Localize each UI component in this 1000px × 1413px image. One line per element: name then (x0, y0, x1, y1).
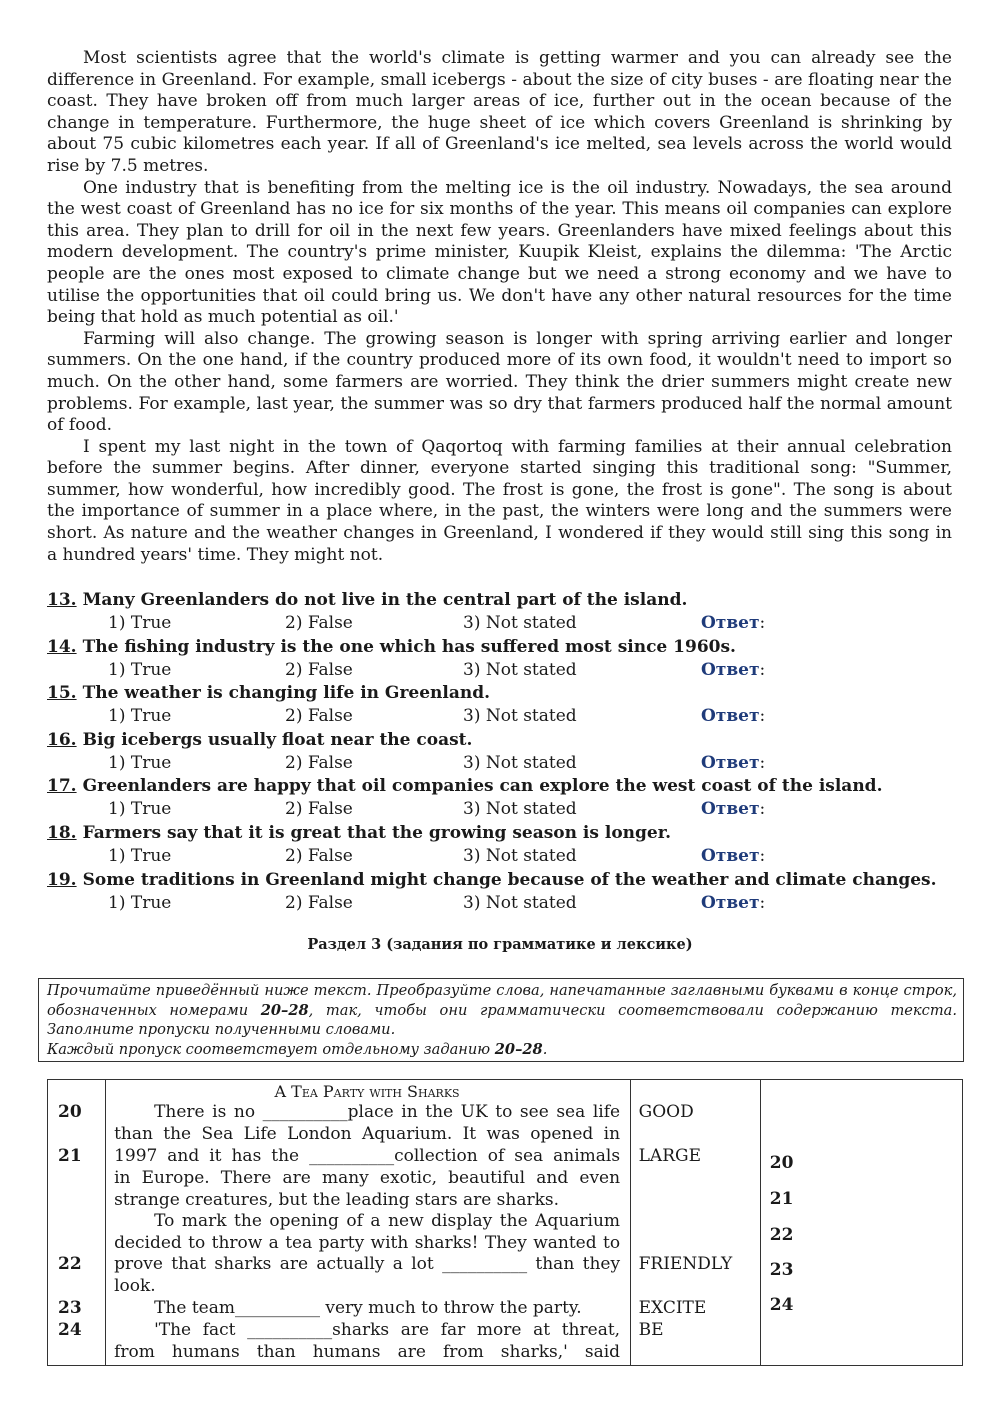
answer-field[interactable] (701, 705, 765, 728)
passage-paragraph: I spent my last night in the town of Qaqortoq with farming families at their annual celebration before the summer begins. After dinner, everyone started singing this traditional song: "Summer, summer, how wonderful, how incredibly good. The frost is gone, the frost is gone". The song is about the importance of summer in a place where, in the past, the winters were long and the summers were short. As nature and the weather changes in Greenland, I wondered if they would still sing this song in a hundred years' time. They might not. (47, 436, 952, 565)
answer-label: Ответ (701, 799, 760, 820)
option-not-stated[interactable]: 3) Not stated (463, 613, 577, 633)
answer-colon: : (759, 706, 766, 727)
text-line: To mark the opening of a new display the Aquarium (154, 1211, 621, 1231)
answer-label: Ответ (701, 845, 760, 866)
question-text: The fishing industry is the one which has suffered most since 1960s. (82, 636, 736, 657)
grammar-task-table (47, 1079, 963, 1366)
text-line: in Europe. There are many exotic, beautiful and even (114, 1168, 621, 1188)
task-text-column (106, 1080, 631, 1366)
option-not-stated[interactable]: 3) Not stated (463, 799, 577, 820)
text-line: The team__________ very much to throw the party. (154, 1298, 582, 1318)
option-not-stated[interactable]: 3) Not stated (463, 706, 577, 727)
passage-paragraph: Farming will also change. The growing season is longer with spring arriving earlier and longer summers. On the one hand, if the country produced more of its own food, it wouldn't need to import so much. On the other hand, some farmers are worried. They think the drier summers might create new problems. For example, last year, the summer was so dry that farmers produced half the normal amount of food. (47, 328, 952, 436)
option-false[interactable]: 2) False (285, 752, 353, 773)
base-word: GOOD (638, 1102, 694, 1122)
option-not-stated[interactable]: 3) Not stated (463, 752, 577, 773)
answer-field[interactable] (701, 612, 765, 635)
task-number: 22 (58, 1254, 82, 1274)
question-13 (47, 589, 957, 636)
base-word: FRIENDLY (638, 1254, 733, 1274)
option-true[interactable]: 1) True (108, 706, 172, 727)
instructions-text: . (542, 1040, 548, 1058)
text-line: than the Sea Life London Aquarium. It was opened in (114, 1124, 621, 1144)
task-number: 24 (58, 1320, 82, 1340)
passage-paragraph: Most scientists agree that the world's climate is getting warmer and you can already see the difference in Greenland. For example, small icebergs - about the size of city buses - are floating near the coast. They have broken off from much larger areas of ice, further out in the ocean because of the change in temperature. Furthermore, the huge sheet of ice which covers Greenland is shrinking by about 75 cubic kilometres each year. If all of Greenland's ice melted, sea levels across the world would rise by 7.5 metres. (47, 48, 952, 176)
text-title: A Tea Party with Sharks (274, 1082, 460, 1101)
question-16 (47, 729, 957, 776)
base-word: EXCITE (638, 1298, 707, 1318)
option-false[interactable]: 2) False (285, 706, 353, 727)
reading-passage (47, 48, 952, 566)
question-text: Big icebergs usually float near the coast. (82, 729, 473, 750)
answer-colon: : (759, 752, 766, 773)
option-true[interactable]: 1) True (108, 613, 172, 633)
question-text: The weather is changing life in Greenland. (82, 683, 491, 704)
question-number: 14. (47, 636, 77, 657)
instructions-line-2 (47, 1040, 957, 1060)
question-number: 13. (47, 590, 77, 610)
text-line: look. (114, 1276, 156, 1296)
answer-field[interactable] (701, 659, 765, 682)
question-number: 18. (47, 822, 77, 843)
text-line: decided to throw a tea party with sharks! They wanted to (114, 1233, 621, 1253)
passage-paragraph: One industry that is benefiting from the melting ice is the oil industry. Nowadays, the sea around the west coast of Greenland has no ice for six months of the year. This means oil companies can explore this area. They plan to drill for oil in the next few years. Greenlanders have mixed feelings about this modern development. The country's prime minister, Kuupik Kleist, explains the dilemma: 'The Arctic people are the ones most exposed to climate change but we need a strong economy and we have to utilise the opportunities that oil could bring us. We don't have any other natural resources for the time being that hold as much potential as oil.' (47, 177, 952, 328)
text-line: 1997 and it has the __________collection of sea animals (114, 1146, 621, 1166)
answer-label: Ответ (701, 659, 760, 680)
task-word-column (630, 1080, 760, 1366)
answer-number-22[interactable]: 22 (769, 1225, 794, 1245)
option-false[interactable]: 2) False (285, 845, 353, 866)
answer-colon: : (759, 892, 766, 913)
option-true[interactable]: 1) True (108, 845, 172, 866)
answer-label: Ответ (701, 706, 760, 727)
question-text: Farmers say that it is great that the growing season is longer. (82, 822, 672, 843)
question-text: Many Greenlanders do not live in the central part of the island. (82, 590, 688, 610)
answer-field[interactable] (701, 845, 765, 868)
option-not-stated[interactable]: 3) Not stated (463, 845, 577, 866)
option-false[interactable]: 2) False (285, 799, 353, 820)
base-word: LARGE (638, 1146, 701, 1166)
question-number: 19. (47, 869, 77, 890)
question-number: 16. (47, 729, 77, 750)
option-true[interactable]: 1) True (108, 892, 172, 913)
task-range: 20–28 (494, 1040, 543, 1058)
text-line: 'The fact __________sharks are far more at threat, (154, 1320, 621, 1340)
answer-number-24[interactable]: 24 (769, 1295, 794, 1315)
question-19 (47, 869, 957, 916)
question-18 (47, 822, 957, 869)
task-number: 20 (58, 1102, 82, 1122)
question-15 (47, 682, 957, 729)
option-true[interactable]: 1) True (108, 752, 172, 773)
task-number-column (48, 1080, 106, 1366)
question-text: Greenlanders are happy that oil companies can explore the west coast of the island. (82, 776, 883, 797)
answer-column (760, 1080, 962, 1366)
question-17 (47, 775, 957, 822)
text-line: from humans than humans are from sharks,' said (114, 1342, 621, 1362)
answer-colon: : (759, 799, 766, 820)
option-false[interactable]: 2) False (285, 613, 353, 633)
text-line: prove that sharks are actually a lot __________ than they (114, 1254, 621, 1274)
section-title: Раздел 3 (задания по грамматике и лексике) (307, 936, 693, 953)
text-line: strange creatures, but the leading stars are sharks. (114, 1190, 560, 1210)
question-number: 15. (47, 683, 77, 704)
instructions-text: , так, чтобы они грамматически соответствовали содержанию текста. Заполните пропуски полученными словами. (47, 1001, 957, 1039)
answer-number-20[interactable]: 20 (769, 1153, 794, 1173)
answer-number-23[interactable]: 23 (769, 1260, 794, 1280)
option-true[interactable]: 1) True (108, 799, 172, 820)
task-number: 23 (58, 1298, 82, 1318)
task-range: 20–28 (260, 1001, 309, 1019)
base-word: BE (638, 1320, 664, 1340)
answer-colon: : (759, 613, 766, 633)
question-number: 17. (47, 776, 77, 797)
option-false[interactable]: 2) False (285, 892, 353, 913)
option-not-stated[interactable]: 3) Not stated (463, 659, 577, 680)
task-number: 21 (58, 1146, 82, 1166)
answer-field[interactable] (701, 892, 765, 915)
answer-label: Ответ (701, 892, 760, 913)
answer-label: Ответ (701, 752, 760, 773)
instructions-text: Прочитайте приведённый ниже текст. Преобразуйте слова, напечатанные заглавными буквами в конце строк, обозначенных номерами (47, 982, 957, 1019)
answer-field[interactable] (701, 798, 765, 821)
instructions-line-1 (47, 981, 957, 1040)
question-list (47, 589, 957, 915)
answer-label: Ответ (701, 613, 760, 633)
option-not-stated[interactable]: 3) Not stated (463, 892, 577, 913)
answer-number-21[interactable]: 21 (769, 1189, 794, 1209)
answer-colon: : (759, 845, 766, 866)
question-14 (47, 636, 957, 683)
question-text: Some traditions in Greenland might change because of the weather and climate changes. (82, 869, 937, 890)
instructions-box (38, 978, 964, 1062)
answer-field[interactable] (701, 752, 765, 775)
text-line: There is no __________place in the UK to see sea life (154, 1102, 621, 1122)
instructions-text: Каждый пропуск соответствует отдельному заданию (47, 1040, 495, 1058)
answer-colon: : (759, 659, 766, 680)
option-false[interactable]: 2) False (285, 659, 353, 680)
option-true[interactable]: 1) True (108, 659, 172, 680)
